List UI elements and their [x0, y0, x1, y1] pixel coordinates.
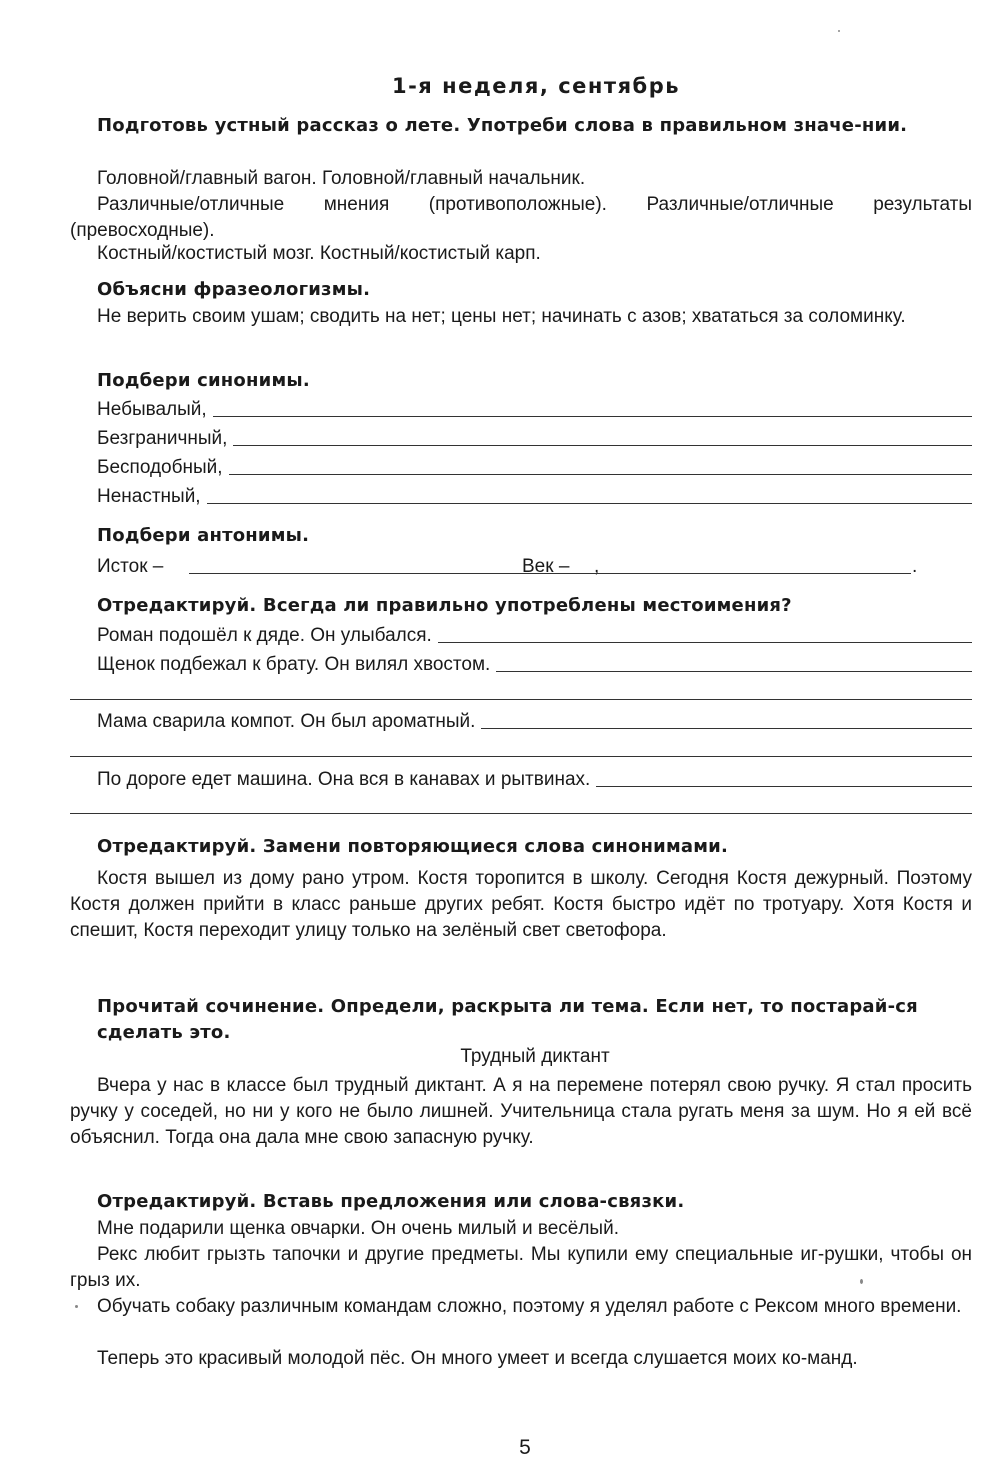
task8-line-2: Рекс любит грызть тапочки и другие предметы. Мы купили ему специальные иг-рушки, чтобы он грыз их.	[70, 1244, 972, 1291]
sentence: Мама сварила компот. Он был ароматный.	[97, 711, 476, 732]
task3-heading: Подбери синонимы.	[97, 370, 310, 391]
task1-heading: Подготовь устный рассказ о лете. Употреби слова в правильном значе-нии.	[97, 115, 908, 136]
task7-text: Вчера у нас в классе был трудный диктант. А я на перемене потерял свою ручку. Я стал просить ручку у соседей, но ни у кого не было лишней. Учительница стала ругать меня за шум. Но я ей всё объяснил. Тогда она дала мне свою запасную ручку.	[70, 1075, 972, 1148]
answer-line[interactable]	[481, 727, 972, 729]
essay-title: Трудный диктант	[460, 1046, 610, 1067]
scan-speck	[75, 1305, 78, 1308]
edit-row-4[interactable]	[97, 764, 972, 792]
edit-row-3[interactable]	[97, 706, 972, 734]
answer-line[interactable]	[233, 444, 972, 446]
synonym-word: Ненастный,	[97, 486, 201, 507]
task2-heading: Объясни фразеологизмы.	[97, 279, 371, 300]
answer-line[interactable]	[496, 670, 972, 672]
task1-line-1: Головной/главный вагон. Головной/главный начальник.	[97, 168, 586, 189]
answer-line[interactable]	[70, 756, 972, 757]
sentence: Роман подошёл к дяде. Он улыбался.	[97, 625, 432, 646]
answer-line[interactable]	[213, 415, 972, 417]
answer-line[interactable]	[591, 573, 911, 574]
sentence: Щенок подбежал к брату. Он вилял хвостом.	[97, 654, 491, 675]
synonym-word: Бесподобный,	[97, 457, 223, 478]
scan-speck	[838, 30, 840, 32]
answer-line[interactable]	[70, 699, 972, 700]
task6-heading: Отредактируй. Замени повторяющиеся слова синонимами.	[97, 836, 729, 857]
period-mark: .	[912, 556, 918, 577]
answer-line[interactable]	[596, 785, 972, 787]
task7-heading: Прочитай сочинение. Определи, раскрыта ли тема. Если нет, то постарай-ся сделать это.	[97, 996, 918, 1043]
task1-line-3: Костный/костистый мозг. Костный/костистый карп.	[97, 243, 541, 264]
task5-heading: Отредактируй. Всегда ли правильно употреблены местоимения?	[97, 595, 792, 616]
synonym-row-3[interactable]	[97, 452, 972, 480]
answer-line[interactable]	[70, 813, 972, 814]
edit-row-1[interactable]	[97, 620, 972, 648]
task4-heading: Подбери антонимы.	[97, 525, 310, 546]
page-number: 5	[519, 1436, 531, 1459]
task8-heading: Отредактируй. Вставь предложения или слова-связки.	[97, 1191, 685, 1212]
task8-line-4: Теперь это красивый молодой пёс. Он много умеет и всегда слушается моих ко-манд.	[97, 1348, 858, 1369]
synonym-row-1[interactable]	[97, 394, 972, 422]
task2-text: Не верить своим ушам; сводить на нет; цены нет; начинать с азов; хвататься за соломинку.	[97, 306, 906, 327]
edit-row-2[interactable]	[97, 649, 972, 677]
synonym-row-2[interactable]	[97, 423, 972, 451]
task8-line-3: Обучать собаку различным командам сложно, поэтому я уделял работе с Рексом много времени.	[97, 1296, 962, 1317]
page-title: 1-я неделя, сентябрь	[391, 74, 681, 98]
scan-speck	[860, 1279, 863, 1284]
task8-line-1: Мне подарили щенка овчарки. Он очень милый и весёлый.	[97, 1218, 619, 1239]
synonym-word: Безграничный,	[97, 428, 228, 449]
answer-line[interactable]	[207, 502, 972, 504]
synonym-word: Небывалый,	[97, 399, 207, 420]
answer-line[interactable]	[438, 641, 972, 643]
task1-line-2: Различные/отличные мнения (противоположные). Различные/отличные результаты (превосходные).	[70, 194, 972, 241]
answer-line[interactable]	[229, 473, 972, 475]
task6-text: Костя вышел из дому рано утром. Костя торопится в школу. Сегодня Костя дежурный. Поэтому Костя должен прийти в класс раньше других ребят. Костя быстро идёт по тротуару. Хотя Костя и спешит, Костя переходит улицу только на зелёный свет светофора.	[70, 868, 972, 941]
synonym-row-4[interactable]	[97, 481, 972, 509]
antonym-row[interactable]	[97, 552, 927, 580]
antonym-word-1: Исток –	[97, 556, 164, 577]
sentence: По дороге едет машина. Она вся в канавах и рытвинах.	[97, 769, 591, 790]
antonym-word-2: Век –	[522, 556, 570, 577]
comma-mark: ,	[594, 556, 600, 577]
